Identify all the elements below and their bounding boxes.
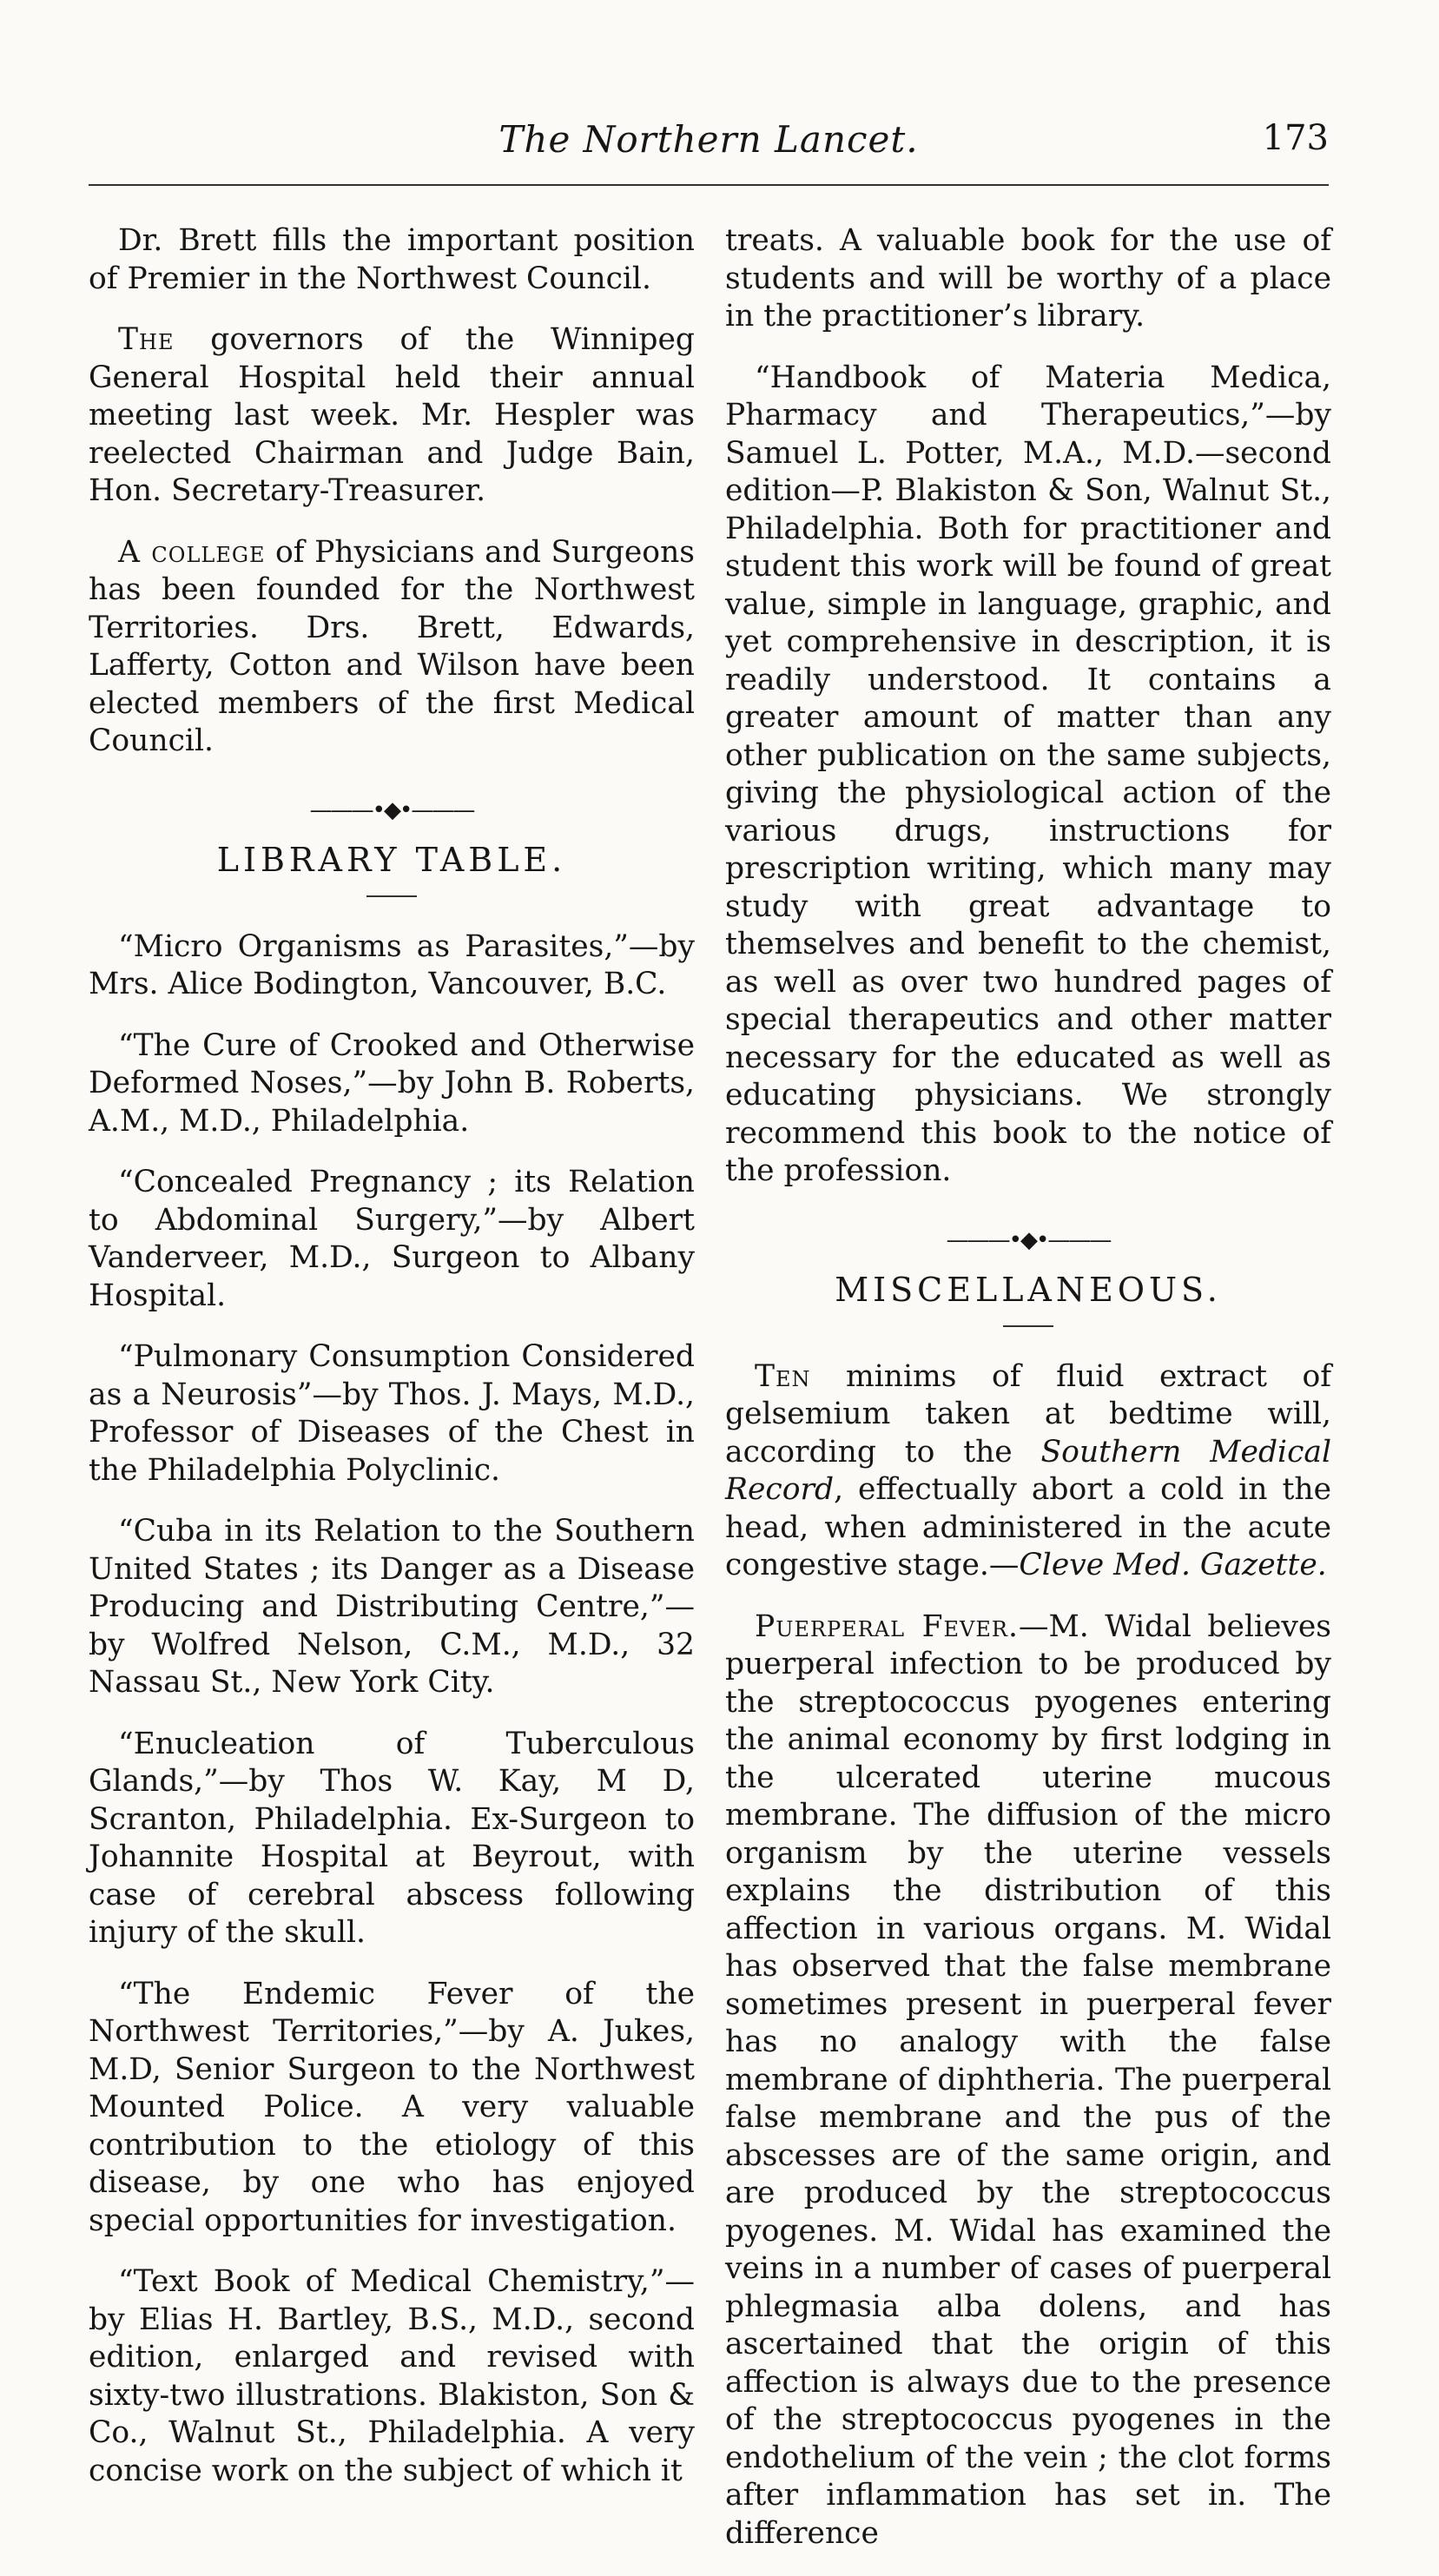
news-item-college [89,534,695,761]
news-item-college-lead: A college [118,534,266,570]
library-item: “Pulmonary Consumption Considered as a Neurosis”—by Thos. J. Mays, M.D., Professor of Diseases of the Chest in the Philadelphia Polyclinic. [89,1339,695,1488]
news-item-hospital [89,321,695,511]
misc-item-gelsemium-credit: Cleve Med. Gazette. [1019,1548,1327,1582]
library-item: “Cuba in its Relation to the Southern United States ; its Danger as a Disease Producing and Distributing Centre,”—by Wolfred Nelson, C.M., M.D., 32 Nassau St., New York City. [89,1514,695,1700]
misc-item-gelsemium-text-2: , effectually abort a cold in the head, when administered in the acute congestive stage.— [725,1472,1331,1582]
miscellaneous-heading: MISCELLANEOUS. [835,1271,1222,1309]
library-item: “The Endemic Fever of the Northwest Territories,”—by A. Jukes, M.D, Senior Surgeon to the Northwest Mounted Police. A very valuable contribution to the etiology of this disease, by one who has enjoyed special opportunities for investigation. [89,1976,695,2238]
library-item-handbook: “Handbook of Materia Medica, Pharmacy and Therapeutics,”—by Samuel L. Potter, M.A., M.D.—second edition—P. Blakiston & Son, Walnut St., Philadelphia. Both for practitioner and student this work will be found of great value, simple in language, graphic, and yet comprehensive in description, it is readily understood. It contains a greater amount of matter than any other publication on the same subjects, giving the physiological action of the various drugs, instructions for prescription writing, which many may study with great advantage to themselves and benefit to the chemist, as well as over two hundred pages of special therapeutics and other matter necessary for the educated as well as educating physicians. We strongly recommend this book to the notice of the profession. [725,360,1331,1188]
misc-item-gelsemium-lead: Ten [755,1358,811,1394]
misc-item-puerperal-fever [725,1608,1331,2553]
library-item: “Micro Organisms as Parasites,”—by Mrs. Alice Bodington, Vancouver, B.C. [89,928,695,1001]
misc-item-gelsemium-source: Southern Medical Record [725,1434,1332,1507]
library-item: “Concealed Pregnancy ; its Relation to Abdominal Surgery,”—by Albert Vanderveer, M.D., Surgeon to Albany Hospital. [89,1165,695,1313]
misc-item-puerperal-fever-body: —M. Widal believes puerperal infection to be produced by the streptococcus pyogenes entering the animal economy by first lodging in the ulcerated uterine mucous membrane. The diffusion of the micro organism by the uterine vessels explains the distribution of this affection in various organs. M. Widal has observed that the false membrane sometimes present in puerperal fever has no analogy with the false membrane of diphtheria. The puerperal false membrane and the pus of the abscesses are of the same origin, and are produced by the streptococcus pyogenes. M. Widal has examined the veins in a number of cases of puerperal phlegmasia alba dolens, and has ascertained that the origin of this affection is always due to the presence of the streptococcus pyogenes in the endothelium of the vein ; the clot forms after inflammation has set in. The difference [725,1608,1331,2551]
section-ornament: ———•◆•——— [309,796,474,823]
news-item-hospital-lead: The [118,322,175,357]
library-item-continued: treats. A valuable book for the use of students and will be worthy of a place in the practitioner’s library. [725,223,1331,334]
left-column [89,222,695,2513]
misc-item-gelsemium-text: minims of fluid extract of gelsemium taken at bedtime will, according to the [725,1358,1331,1470]
library-table-heading: LIBRARY TABLE. [216,841,567,879]
library-item: “Text Book of Medical Chemistry,”—by Elias H. Bartley, B.S., M.D., second edition, enlarged and revised with sixty-two illustrations. Blakiston, Son & Co., Walnut St., Philadelphia. A very concise work on the subject of which it [89,2264,695,2488]
header-rule [89,184,1329,186]
page-number: 173 [1262,118,1329,158]
misc-item-puerperal-fever-lead: Puerperal Fever. [755,1608,1019,1644]
misc-item-gelsemium [725,1358,1331,1585]
news-item-hospital-body: governors of the Winnipeg General Hospital held their annual meeting last week. Mr. Hespler was reelected Chairman and Judge Bain, Hon. Secretary-Treasurer. [89,322,695,508]
library-item: “Enucleation of Tuberculous Glands,”—by Thos W. Kay, M D, Scranton, Philadelphia. Ex-Surgeon to Johannite Hospital at Beyrout, with case of cerebral abscess following injury of the skull. [89,1726,695,1950]
news-item-premier: Dr. Brett fills the important position of Premier in the Northwest Council. [89,223,695,296]
heading-underline [366,895,417,897]
news-item-college-body: of Physicians and Surgeons has been founded for the Northwest Territories. Drs. Brett, Edwards, Lafferty, Cotton and Wilson have been elected members of the first Medical Council. [89,534,695,758]
page-header [89,118,1329,170]
running-title: The Northern Lancet. [498,118,919,161]
right-column [725,222,1331,2576]
library-item: “The Cure of Crooked and Otherwise Deformed Noses,”—by John B. Roberts, A.M., M.D., Philadelphia. [89,1027,695,1139]
heading-underline [1003,1325,1053,1327]
section-ornament: ———•◆•——— [946,1226,1111,1253]
